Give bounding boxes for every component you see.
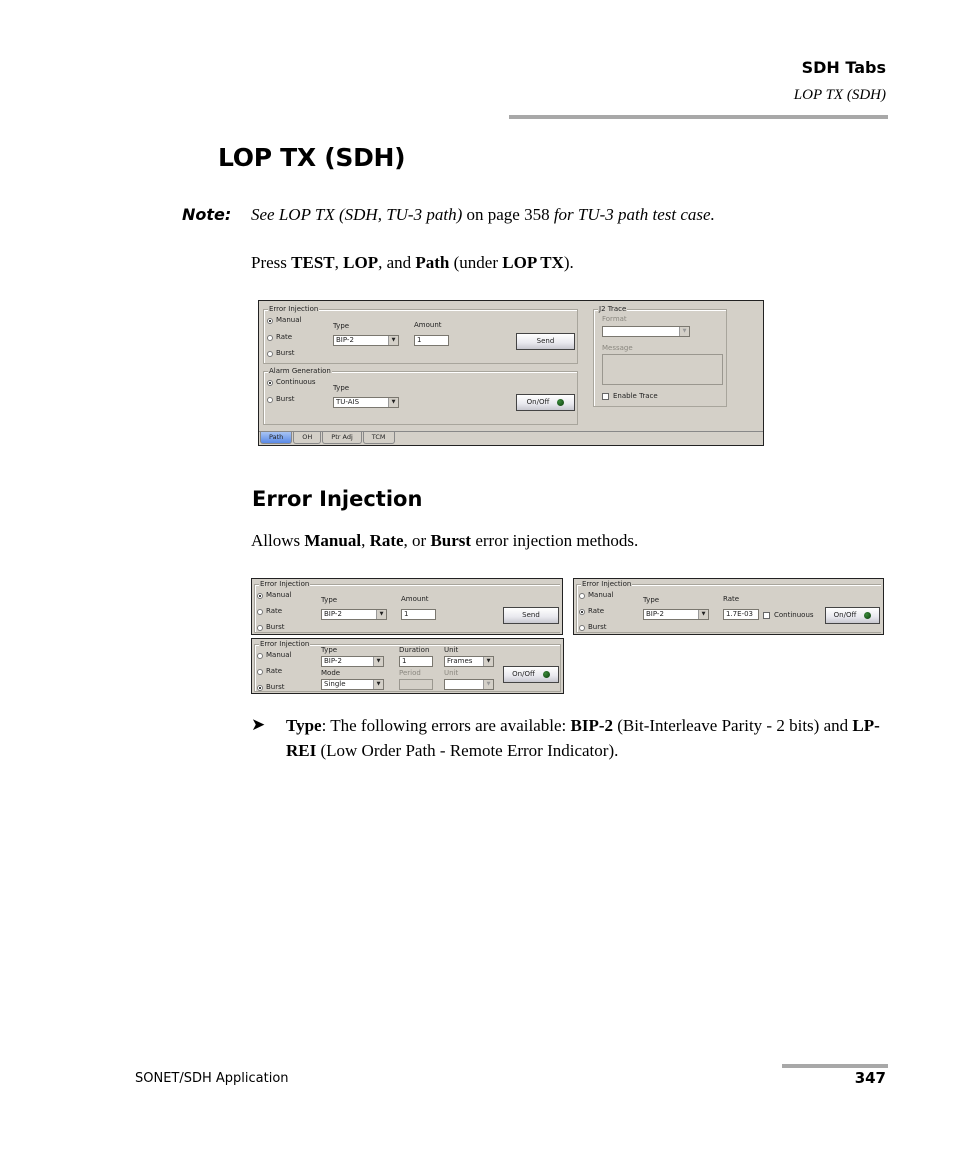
- period-label: Period: [399, 669, 421, 677]
- amount-input[interactable]: 1: [401, 609, 436, 620]
- radio-rate[interactable]: Rate: [267, 333, 292, 342]
- bullet-text: Type: The following errors are available: BIP-2 (Bit-Interleave Parity - 2 bits) and LP-REI (Low Order Path - Remote Error Indicator).: [286, 716, 880, 760]
- alarm-generation-group: [263, 367, 578, 425]
- radio-burst[interactable]: Burst: [257, 623, 285, 632]
- amount-input[interactable]: 1: [414, 335, 449, 346]
- footer-rule: [782, 1064, 888, 1068]
- period-unit-label: Unit: [444, 669, 459, 677]
- burst-onoff-button[interactable]: On/Off: [503, 666, 559, 683]
- type-label: Type: [321, 596, 338, 604]
- radio-rate[interactable]: Rate: [257, 667, 282, 676]
- page-title: LOP TX (SDH): [218, 143, 406, 172]
- tab-tcm[interactable]: TCM: [363, 432, 395, 444]
- mode-select[interactable]: Single ▼: [321, 679, 384, 690]
- chevron-down-icon: ▼: [373, 657, 383, 666]
- group-title: Error Injection: [582, 580, 632, 588]
- type-select[interactable]: BIP-2 ▼: [321, 656, 384, 667]
- instruction-text: Press TEST, LOP, and Path (under LOP TX).: [251, 253, 574, 272]
- header-rule: [509, 115, 888, 119]
- tab-oh[interactable]: OH: [293, 432, 321, 444]
- group-title: Alarm Generation: [269, 367, 331, 375]
- bullet-arrow-icon: ➤: [251, 715, 266, 734]
- note-text: See LOP TX (SDH, TU-3 path) on page 358 for TU-3 path test case.: [251, 205, 715, 224]
- radio-rate[interactable]: Rate: [257, 607, 282, 616]
- radio-burst[interactable]: Burst: [579, 623, 607, 632]
- chevron-down-icon: ▼: [483, 657, 493, 666]
- message-input[interactable]: [602, 354, 723, 385]
- send-button[interactable]: Send: [503, 607, 559, 624]
- j2-trace-group: [593, 305, 727, 407]
- format-select[interactable]: [602, 326, 690, 337]
- continuous-checkbox[interactable]: Continuous: [763, 611, 814, 620]
- radio-manual[interactable]: Manual: [257, 591, 291, 600]
- amount-label: Amount: [414, 321, 442, 329]
- type-select[interactable]: BIP-2 ▼: [333, 335, 399, 346]
- error-injection-rate-panel: [573, 578, 884, 635]
- unit-label: Unit: [444, 646, 459, 654]
- chevron-down-icon: ▼: [373, 680, 383, 689]
- type-label: Type: [333, 384, 350, 392]
- status-led-icon: [864, 612, 871, 619]
- radio-burst[interactable]: Burst: [267, 395, 295, 404]
- error-injection-group: [254, 580, 560, 633]
- running-header-section: SDH Tabs: [801, 58, 886, 77]
- chevron-down-icon: ▼: [376, 610, 386, 619]
- rate-label: Rate: [723, 595, 740, 603]
- unit-select[interactable]: Frames ▼: [444, 656, 494, 667]
- note-ref-link[interactable]: See LOP TX (SDH, TU-3 path): [251, 205, 463, 224]
- mode-label: Mode: [321, 669, 341, 677]
- section-title: Error Injection: [252, 487, 423, 511]
- lop-tx-path-panel: [258, 300, 764, 446]
- alarm-onoff-button[interactable]: On/Off: [516, 394, 575, 411]
- type-label: Type: [333, 322, 350, 330]
- tab-ptr-adj[interactable]: Ptr Adj: [322, 432, 361, 444]
- format-label: Format: [602, 315, 627, 323]
- section-description: Allows Manual, Rate, or Burst error injection methods.: [251, 531, 639, 550]
- period-input[interactable]: [399, 679, 433, 690]
- enable-trace-checkbox[interactable]: Enable Trace: [602, 392, 658, 401]
- error-injection-manual-panel: [251, 578, 563, 635]
- group-title: Error Injection: [260, 640, 310, 648]
- group-title: Error Injection: [260, 580, 310, 588]
- radio-burst[interactable]: Burst: [267, 349, 295, 358]
- type-label: Type: [643, 596, 660, 604]
- error-injection-group: [576, 580, 881, 633]
- footer-doc-title: SONET/SDH Application: [135, 1071, 289, 1086]
- error-injection-group: [263, 305, 578, 364]
- radio-rate[interactable]: Rate: [579, 607, 604, 616]
- radio-continuous[interactable]: Continuous: [267, 378, 316, 387]
- chevron-down-icon: ▼: [679, 327, 689, 336]
- error-injection-group: [254, 640, 561, 692]
- message-label: Message: [602, 344, 633, 352]
- duration-label: Duration: [399, 646, 430, 654]
- radio-manual[interactable]: Manual: [267, 316, 301, 325]
- page-number: 347: [854, 1069, 886, 1087]
- rate-input[interactable]: 1.7E-03: [723, 609, 759, 620]
- chevron-down-icon: ▼: [388, 398, 398, 407]
- group-title: J2 Trace: [599, 305, 627, 313]
- radio-manual[interactable]: Manual: [257, 651, 291, 660]
- note-label: Note:: [182, 205, 232, 224]
- type-select[interactable]: BIP-2 ▼: [321, 609, 387, 620]
- error-injection-burst-panel: [251, 638, 564, 694]
- tab-path[interactable]: Path: [260, 432, 292, 444]
- tab-bar: [259, 431, 763, 445]
- chevron-down-icon: ▼: [483, 680, 493, 689]
- status-led-icon: [557, 399, 564, 406]
- group-title: Error Injection: [269, 305, 319, 313]
- rate-onoff-button[interactable]: On/Off: [825, 607, 880, 624]
- type-select[interactable]: BIP-2 ▼: [643, 609, 709, 620]
- running-header-subsection: LOP TX (SDH): [793, 87, 886, 103]
- chevron-down-icon: ▼: [698, 610, 708, 619]
- radio-burst[interactable]: Burst: [257, 683, 285, 692]
- period-unit-select[interactable]: [444, 679, 494, 690]
- type-label: Type: [321, 646, 338, 654]
- amount-label: Amount: [401, 595, 429, 603]
- duration-input[interactable]: 1: [399, 656, 433, 667]
- status-led-icon: [543, 671, 550, 678]
- radio-manual[interactable]: Manual: [579, 591, 613, 600]
- chevron-down-icon: ▼: [388, 336, 398, 345]
- alarm-type-select[interactable]: TU-AIS ▼: [333, 397, 399, 408]
- send-button[interactable]: Send: [516, 333, 575, 350]
